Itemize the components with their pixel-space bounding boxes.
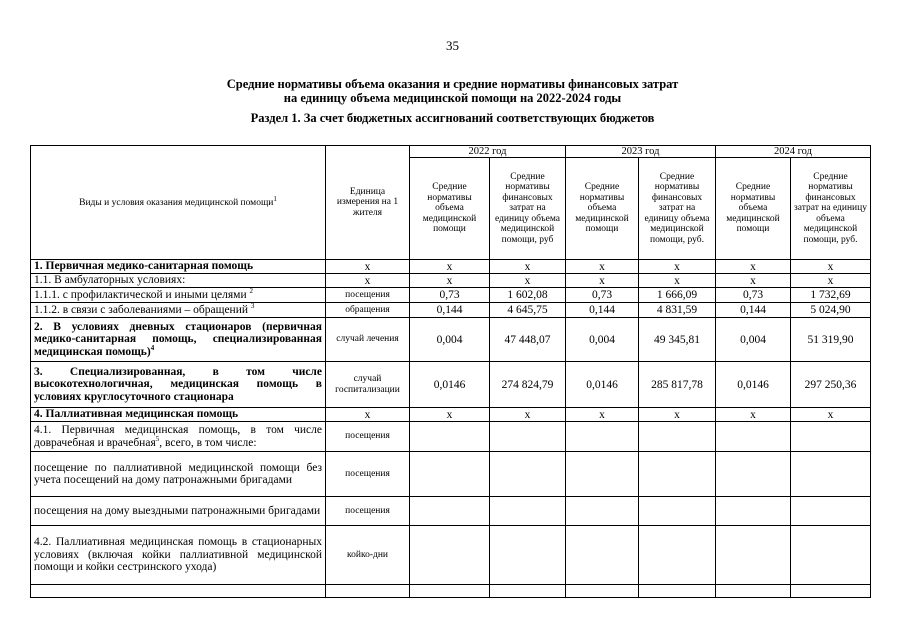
cell: 0,004 [716, 318, 791, 362]
table-row [31, 362, 871, 408]
row-label: 4.1. Первичная медицинская помощь, в том числе доврачебная и врачебная$^5$, всего, в том числе: [31, 422, 326, 452]
cell [490, 585, 566, 598]
cell [716, 422, 791, 452]
cell: 285 817,78 [639, 362, 716, 408]
table-row [31, 318, 871, 362]
row-label: 1.1.2. в связи с заболеваниями – обращений $^3$ [31, 303, 326, 318]
document-title [0, 77, 905, 105]
row-label: 1.1. В амбулаторных условиях: [31, 274, 326, 288]
page-number: 35 [446, 38, 459, 53]
cell [566, 452, 639, 497]
cell [410, 422, 490, 452]
header-fin-2023: Средние нормативы финансовых затрат на единицу объема медицинской помощи, руб. [639, 158, 716, 260]
header-row-years [31, 146, 871, 158]
cell: 0,73 [566, 288, 639, 303]
row-unit: посещения [326, 288, 410, 303]
cell [791, 497, 871, 526]
cell: 0,004 [410, 318, 490, 362]
cell: х [566, 260, 639, 274]
header-vol-2023: Средние нормативы объема медицинской помощи [566, 158, 639, 260]
cell [490, 497, 566, 526]
cell [791, 585, 871, 598]
row-label: 3. Специализированная, в том числе высокотехнологичная, медицинская помощь в условиях круглосуточного стационара [31, 362, 326, 408]
cell: 49 345,81 [639, 318, 716, 362]
header-vol-2022: Средние нормативы объема медицинской помощи [410, 158, 490, 260]
table-row [31, 274, 871, 288]
cell: 274 824,79 [490, 362, 566, 408]
cell [639, 585, 716, 598]
row-label: 1. Первичная медико-санитарная помощь [31, 260, 326, 274]
cell [716, 526, 791, 585]
header-fin-2024: Средние нормативы финансовых затрат на единицу объема медицинской помощи, руб. [791, 158, 871, 260]
row-unit: посещения [326, 422, 410, 452]
table-row [31, 408, 871, 422]
cell [410, 585, 490, 598]
row-unit: койко-дни [326, 526, 410, 585]
row-unit: обращения [326, 303, 410, 318]
cell [490, 422, 566, 452]
cell: 0,144 [410, 303, 490, 318]
header-year-2022: 2022 год [410, 146, 566, 158]
cell [639, 422, 716, 452]
cell: х [791, 408, 871, 422]
cell [31, 585, 326, 598]
table-row-empty [31, 585, 871, 598]
cell: 4 645,75 [490, 303, 566, 318]
cell [566, 526, 639, 585]
table-row [31, 260, 871, 274]
cell [791, 526, 871, 585]
cell [490, 452, 566, 497]
table-row [31, 497, 871, 526]
table-row [31, 422, 871, 452]
header-vol-2024: Средние нормативы объема медицинской помощи [716, 158, 791, 260]
cell: х [490, 408, 566, 422]
cell: х [490, 260, 566, 274]
cell: х [566, 274, 639, 288]
cell: х [639, 274, 716, 288]
cell: 0,004 [566, 318, 639, 362]
cell: 1 732,69 [791, 288, 871, 303]
title-line-2: на единицу объема медицинской помощи на 2022-2024 годы [283, 91, 622, 105]
cell: х [791, 260, 871, 274]
row-unit: х [326, 274, 410, 288]
header-fin-2022: Средние нормативы финансовых затрат на единицу объема медицинской помощи, руб [490, 158, 566, 260]
cell: х [410, 408, 490, 422]
section-heading: Раздел 1. За счет бюджетных ассигнований соответствующих бюджетов [250, 111, 655, 125]
row-unit: посещения [326, 452, 410, 497]
row-label: посещения на дому выездными патронажными бригадами [31, 497, 326, 526]
header-year-2023: 2023 год [566, 146, 716, 158]
cell [716, 452, 791, 497]
cell: х [410, 260, 490, 274]
row-unit: посещения [326, 497, 410, 526]
cell [639, 526, 716, 585]
table-row [31, 303, 871, 318]
cell: 47 448,07 [490, 318, 566, 362]
header-care-types: Виды и условия оказания медицинской помощи$^1$ [31, 146, 326, 260]
cell: 1 602,08 [490, 288, 566, 303]
cell [716, 585, 791, 598]
cell [410, 452, 490, 497]
row-label: 1.1.1. с профилактической и иными целями $^2$ [31, 288, 326, 303]
cell [326, 585, 410, 598]
cell: 0,144 [566, 303, 639, 318]
cell: 0,144 [716, 303, 791, 318]
cell: х [716, 274, 791, 288]
row-unit: случай лечения [326, 318, 410, 362]
table-row [31, 452, 871, 497]
row-label: 4.2. Паллиативная медицинская помощь в стационарных условиях (включая койки паллиативной медицинской помощи и койки сестринского ухода) [31, 526, 326, 585]
cell [791, 452, 871, 497]
cell: х [716, 408, 791, 422]
cell: х [639, 260, 716, 274]
cell [566, 585, 639, 598]
cell: 0,73 [410, 288, 490, 303]
row-label: 2. В условиях дневных стационаров (первичная медико-санитарная помощь, специализированная медицинская помощь)$^4$ [31, 318, 326, 362]
row-label: посещение по паллиативной медицинской помощи без учета посещений на дому патронажными бригадами [31, 452, 326, 497]
table-row [31, 526, 871, 585]
cell: 5 024,90 [791, 303, 871, 318]
cell: 0,0146 [716, 362, 791, 408]
table-row [31, 288, 871, 303]
cell: 0,73 [716, 288, 791, 303]
cell [639, 452, 716, 497]
row-unit: случай госпитализации [326, 362, 410, 408]
cell: х [410, 274, 490, 288]
cell [410, 497, 490, 526]
cell: х [566, 408, 639, 422]
cell: х [639, 408, 716, 422]
cell [639, 497, 716, 526]
cell [716, 497, 791, 526]
title-line-1: Средние нормативы объема оказания и средние нормативы финансовых затрат [226, 77, 679, 91]
header-year-2024: 2024 год [716, 146, 871, 158]
cell: х [791, 274, 871, 288]
cell [410, 526, 490, 585]
row-unit: х [326, 408, 410, 422]
cell: 1 666,09 [639, 288, 716, 303]
cell [566, 497, 639, 526]
cell: х [490, 274, 566, 288]
cell: 297 250,36 [791, 362, 871, 408]
cell: 4 831,59 [639, 303, 716, 318]
cell [490, 526, 566, 585]
cell [791, 422, 871, 452]
cell: 0,0146 [566, 362, 639, 408]
row-label: 4. Паллиативная медицинская помощь [31, 408, 326, 422]
cell [566, 422, 639, 452]
cell: 0,0146 [410, 362, 490, 408]
header-unit: Единица измерения на 1 жителя [326, 146, 410, 260]
row-unit: х [326, 260, 410, 274]
cell: 51 319,90 [791, 318, 871, 362]
cell: х [716, 260, 791, 274]
norms-table [30, 145, 871, 598]
